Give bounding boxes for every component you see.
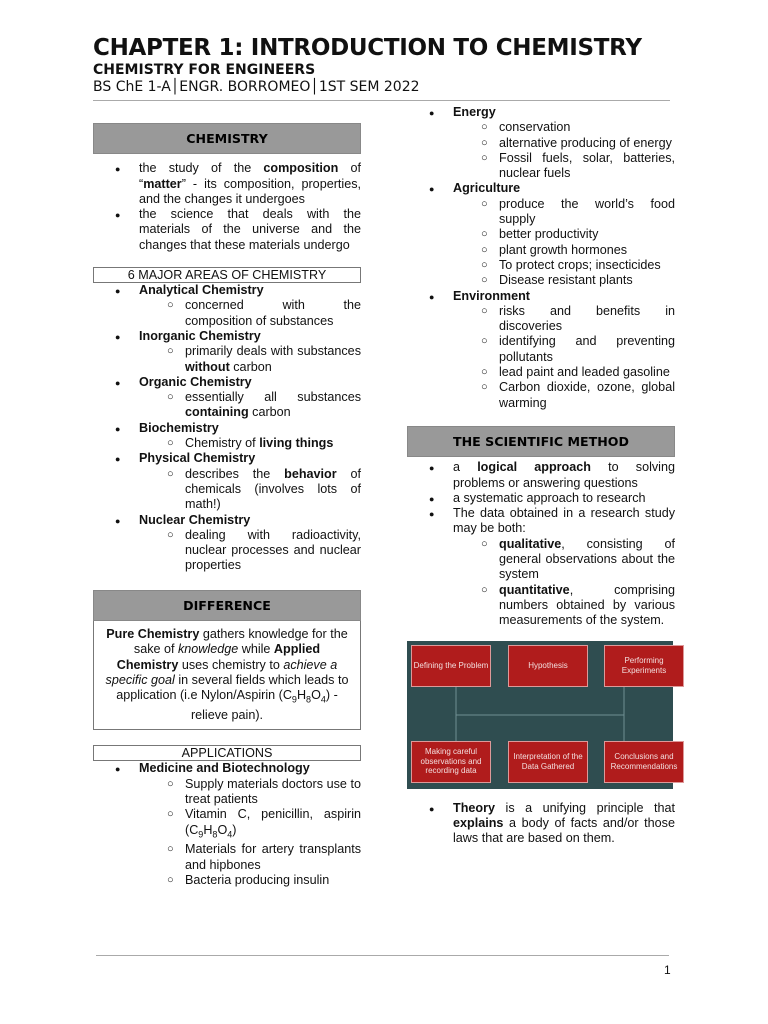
text: primarily deals with substances bbox=[185, 344, 361, 359]
list-item: ○ Bacteria producing insulin bbox=[185, 873, 361, 888]
text: composition bbox=[263, 161, 339, 176]
right-column bbox=[407, 105, 678, 846]
text: carbon bbox=[248, 405, 291, 420]
text: gathers knowledge for the sake of bbox=[133, 627, 348, 657]
difference-body bbox=[93, 621, 361, 730]
text: in several fields which leads to application (i.e Nylon/Aspirin (C bbox=[116, 672, 349, 703]
areas-heading: 6 MAJOR AREAS OF CHEMISTRY bbox=[93, 267, 361, 283]
text: O bbox=[217, 822, 228, 837]
list-item bbox=[139, 283, 361, 329]
list-item bbox=[139, 375, 361, 421]
text: , comprising numbers obtained by various measurements of the system. bbox=[499, 582, 675, 628]
list-item: ○ lead paint and leaded gasoline bbox=[499, 365, 675, 380]
course-subtitle: CHEMISTRY FOR ENGINEERS bbox=[93, 62, 316, 78]
text: is a unifying principle that bbox=[495, 800, 675, 815]
text: Vitamin C, penicillin, aspirin (C bbox=[185, 807, 361, 837]
document-header bbox=[93, 34, 642, 96]
text: the study of the bbox=[139, 161, 264, 176]
text: O bbox=[311, 688, 321, 703]
list-item bbox=[139, 421, 361, 452]
chemistry-definitions bbox=[93, 161, 361, 253]
page-number: 1 bbox=[664, 963, 671, 977]
sublist bbox=[453, 197, 675, 289]
list-item bbox=[453, 289, 675, 411]
text: living things bbox=[259, 436, 334, 451]
footer-divider bbox=[96, 955, 669, 956]
text: Theory bbox=[453, 800, 495, 815]
sublist bbox=[139, 344, 361, 375]
list-item bbox=[453, 506, 675, 628]
text: Physical Chemistry bbox=[139, 451, 256, 466]
text: Medicine and Biotechnology bbox=[139, 761, 310, 776]
applications-list-continued bbox=[407, 105, 675, 411]
list-item: ● the science that deals with the materials of the universe and the changes that these materials undergo bbox=[139, 207, 361, 253]
list-item bbox=[499, 537, 675, 583]
theory-list bbox=[407, 801, 675, 847]
list-item: ○ concerned with the composition of substances bbox=[185, 298, 361, 329]
text: Inorganic Chemistry bbox=[139, 328, 261, 343]
list-item: ○ identifying and preventing pollutants bbox=[499, 334, 675, 365]
list-item: ○ risks and benefits in discoveries bbox=[499, 304, 675, 335]
text: achieve a specific goal bbox=[105, 657, 338, 687]
text: a bbox=[453, 460, 478, 475]
text: behavior bbox=[284, 466, 337, 481]
text: H bbox=[203, 822, 213, 837]
list-item bbox=[139, 161, 361, 207]
step-box: Making careful observations and recording data bbox=[411, 741, 491, 783]
text: of chemicals (involves lots of math!) bbox=[185, 466, 361, 512]
chapter-title: CHAPTER 1: INTRODUCTION TO CHEMISTRY bbox=[93, 35, 642, 61]
text: 9 bbox=[291, 694, 297, 705]
sublist bbox=[139, 528, 361, 574]
text: uses chemistry to bbox=[178, 657, 284, 672]
text: matter bbox=[143, 176, 182, 191]
list-item bbox=[139, 329, 361, 375]
sublist bbox=[139, 467, 361, 513]
list-item: ○ better productivity bbox=[499, 227, 675, 242]
list-item bbox=[185, 467, 361, 513]
list-item bbox=[453, 801, 675, 847]
text: Chemistry of bbox=[185, 436, 260, 451]
text: describes the bbox=[185, 466, 285, 481]
text: while bbox=[238, 642, 274, 657]
text: Nuclear Chemistry bbox=[139, 512, 251, 527]
text: Applied Chemistry bbox=[116, 642, 321, 672]
text: Analytical Chemistry bbox=[139, 283, 264, 298]
text: ) bbox=[232, 822, 237, 837]
course-meta: BS ChE 1-A│ENGR. BORROMEO│1ST SEM 2022 bbox=[93, 79, 420, 95]
text: logical approach bbox=[477, 460, 591, 475]
text: explains bbox=[453, 815, 504, 830]
text: Environment bbox=[453, 288, 530, 303]
text: ) - relieve pain). bbox=[190, 688, 338, 723]
text: H bbox=[296, 688, 307, 703]
text: quantitative bbox=[499, 582, 570, 597]
step-box: Conclusions and Recommendations bbox=[604, 741, 684, 783]
text: Organic Chemistry bbox=[139, 374, 252, 389]
list-item bbox=[453, 181, 675, 288]
text: 8 bbox=[212, 829, 218, 840]
applications-heading: APPLICATIONS bbox=[93, 745, 361, 761]
list-item bbox=[139, 513, 361, 574]
list-item bbox=[185, 390, 361, 421]
sublist bbox=[139, 390, 361, 421]
text: carbon bbox=[229, 359, 272, 374]
sublist bbox=[453, 304, 675, 411]
text: without bbox=[185, 359, 230, 374]
text: The data obtained in a research study may be both: bbox=[453, 506, 675, 536]
list-item bbox=[499, 583, 675, 629]
list-item: ○ Carbon dioxide, ozone, global warming bbox=[499, 380, 675, 411]
list-item: ○ Supply materials doctors use to treat patients bbox=[185, 777, 361, 808]
list-item: ○ Materials for artery transplants and hipbones bbox=[185, 842, 361, 873]
sublist bbox=[139, 298, 361, 329]
step-box: Defining the Problem bbox=[411, 645, 491, 687]
list-item: ○ Fossil fuels, solar, batteries, nuclear fuels bbox=[499, 151, 675, 182]
areas-list bbox=[93, 283, 361, 574]
text: essentially all substances bbox=[185, 390, 361, 405]
list-item: ○ Disease resistant plants bbox=[499, 273, 675, 288]
method-list bbox=[407, 460, 675, 628]
list-item bbox=[453, 460, 675, 491]
text: qualitative bbox=[499, 536, 562, 551]
list-item bbox=[139, 761, 361, 888]
header-divider bbox=[93, 100, 670, 101]
list-item bbox=[139, 451, 361, 512]
text: knowledge bbox=[178, 642, 239, 657]
sublist bbox=[139, 777, 361, 889]
step-box: Hypothesis bbox=[508, 645, 588, 687]
text: 9 bbox=[198, 829, 204, 840]
text: Biochemistry bbox=[139, 420, 219, 435]
list-item: ○ plant growth hormones bbox=[499, 243, 675, 258]
text: , consisting of general observations about the system bbox=[499, 536, 675, 582]
text: to solving problems or answering questions bbox=[453, 460, 675, 490]
text: containing bbox=[185, 405, 249, 420]
list-item: ● a systematic approach to research bbox=[453, 491, 675, 506]
list-item bbox=[185, 807, 361, 842]
text: a body of facts and/or those laws that are based on them. bbox=[453, 815, 675, 846]
list-item: ○ dealing with radioactivity, nuclear processes and nuclear properties bbox=[185, 528, 361, 574]
list-item bbox=[453, 105, 675, 181]
text: 4 bbox=[227, 829, 233, 840]
list-item: ○ conservation bbox=[499, 120, 675, 135]
left-column bbox=[93, 123, 361, 888]
applications-list bbox=[93, 761, 361, 888]
list-item: ○ produce the world’s food supply bbox=[499, 197, 675, 228]
step-box: Interpretation of the Data Gathered bbox=[508, 741, 588, 783]
text: Energy bbox=[453, 105, 496, 119]
list-item: ○ To protect crops; insecticides bbox=[499, 258, 675, 273]
list-item: ○ alternative producing of energy bbox=[499, 136, 675, 151]
scientific-method-heading: THE SCIENTIFIC METHOD bbox=[407, 426, 675, 457]
text: Agriculture bbox=[453, 181, 521, 196]
scientific-method-diagram bbox=[407, 641, 678, 789]
text: of “ bbox=[139, 161, 361, 191]
text: 4 bbox=[320, 694, 326, 705]
step-box: Performing Experiments bbox=[604, 645, 684, 687]
sublist bbox=[453, 120, 675, 181]
chemistry-heading: CHEMISTRY bbox=[93, 123, 361, 154]
list-item bbox=[185, 436, 361, 451]
sublist bbox=[453, 537, 675, 629]
text: Pure Chemistry bbox=[106, 627, 200, 642]
text: 8 bbox=[306, 694, 312, 705]
list-item bbox=[185, 344, 361, 375]
sublist bbox=[139, 436, 361, 451]
difference-heading: DIFFERENCE bbox=[93, 590, 361, 621]
text: ” - its composition, properties, and the changes it undergoes bbox=[139, 176, 361, 206]
